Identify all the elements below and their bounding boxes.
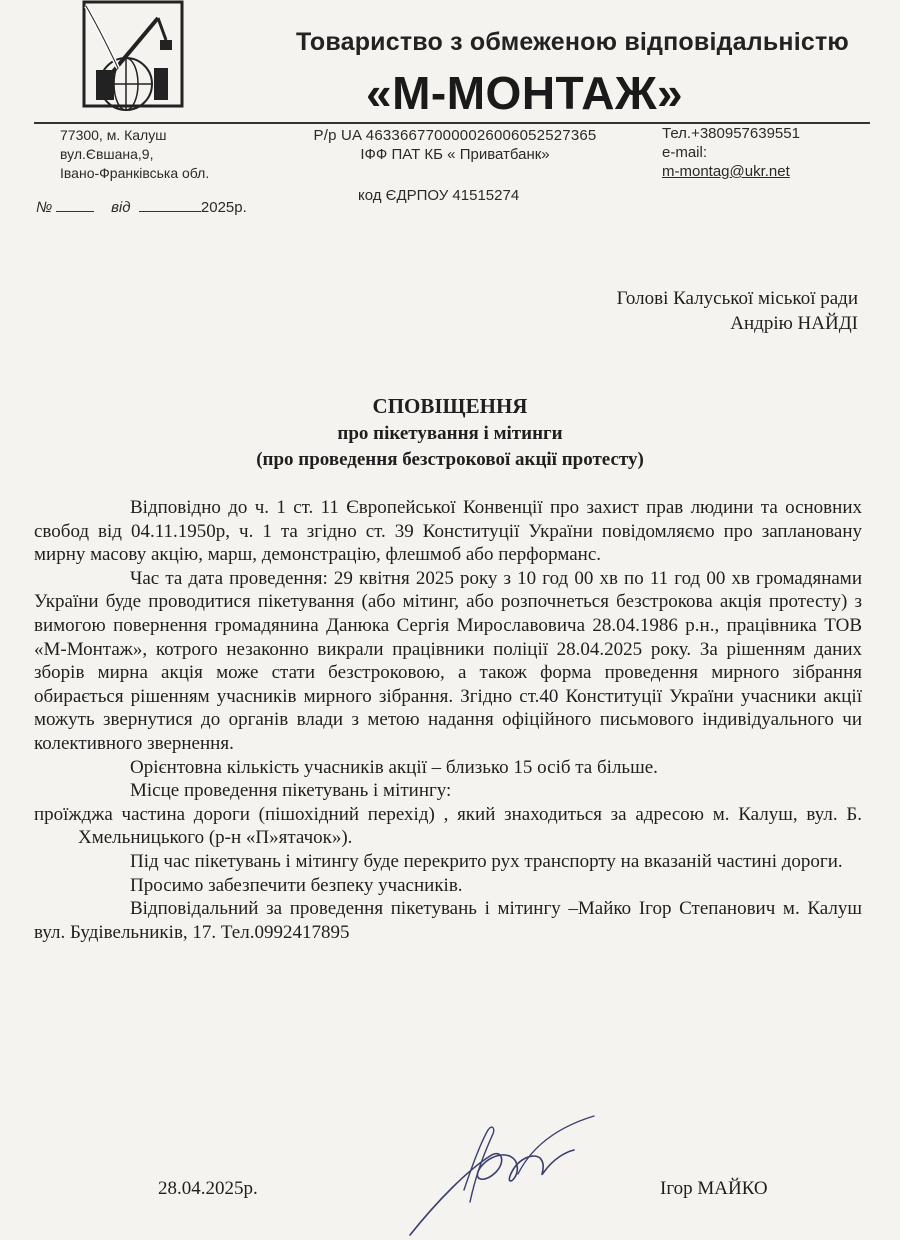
company-type: Товариство з обмеженою відповідальністю — [296, 28, 849, 56]
handwritten-signature — [398, 1110, 608, 1240]
paragraph: Місце проведення пікетувань і мітингу: — [130, 780, 452, 802]
contact-info — [662, 124, 800, 181]
email-label: e-mail: — [662, 144, 708, 161]
email-link[interactable]: m-montag@ukr.net — [662, 163, 790, 180]
edrpou-code: код ЄДРПОУ 41515274 — [358, 187, 520, 204]
date-label: від — [111, 199, 131, 216]
address-line: вул.Євшана,9, — [60, 146, 154, 162]
number-label: № — [36, 199, 53, 216]
company-name: «М-МОНТАЖ» — [366, 67, 684, 119]
reference-line — [36, 198, 247, 217]
bank-name: ІФФ ПАТ КБ « Приватбанк» — [360, 146, 550, 163]
bank-details — [280, 126, 630, 164]
company-logo-icon — [66, 0, 186, 112]
paragraph: Під час пікетувань і мітингу буде перекрито рух транспорту на вказаній частині дороги. — [130, 850, 843, 872]
address-line: Івано-Франківська обл. — [60, 165, 210, 181]
document-title: СПОВІЩЕННЯ — [372, 394, 528, 418]
signer-name: Ігор МАЙКО — [660, 1178, 768, 1199]
phone: Тел.+380957639551 — [662, 125, 800, 142]
paragraph: Відповідно до ч. 1 ст. 11 Європейської Конвенції про захист прав людини та основних свобод від 04.11.1950р, ч. 1 та згідно ст. 39 Конституції України повідомляємо про заплановану мирну масову акцію, марш, демонстрацію, флешмоб або перформанс. — [34, 497, 862, 566]
document-subtitle: (про проведення безстрокової акції протесту) — [256, 449, 644, 470]
letter-body — [34, 496, 862, 944]
address-line: 77300, м. Калуш — [60, 127, 167, 143]
addressee-line: Голові Калуської міської ради — [616, 288, 858, 309]
signature-date: 28.04.2025р. — [158, 1178, 258, 1199]
paragraph: проїжджа частина дороги (пішохідний перехід) , який знаходиться за адресою м. Калуш, вул. Б. Хмельницького (р-н «П»ятачок»). — [34, 803, 862, 849]
paragraph: Час та дата проведення: 29 квітня 2025 року з 10 год 00 хв по 11 год 00 хв громадянами України буде проводитися пікетування (або мітинг, або розпочнеться безстрокова акція протесту) з вимогою повернення громадянина Данюка Сергія Мирославовича 28.04.1986 р.н., працівника ТОВ «М-Монтаж», котрого незаконно викрали працівники поліції 28.04.2025 року. За рішенням даних зборів мирна акція може стати безстроковою, а також форма проведення мирного зібрання обирається рішенням учасників мирного зібрання. Згідно ст.40 Конституції України учасники акції можуть звернутися до органів влади з метою надання офіційного письмового індивідуального чи колективного звернення. — [34, 567, 862, 754]
paragraph: Просимо забезпечити безпеку учасників. — [130, 874, 463, 896]
bank-account: Р/р UA 463366770000026006052527365 — [313, 127, 597, 144]
year-suffix: 2025р. — [200, 199, 247, 216]
paragraph: Відповідальний за проведення пікетувань і мітингу –Майко Ігор Степанович м. Калуш вул. Будівельників, 17. Тел.0992417895 — [34, 898, 862, 943]
number-blank — [56, 199, 94, 212]
addressee — [617, 286, 858, 336]
addressee-line: Андрію НАЙДІ — [730, 313, 858, 334]
date-blank — [139, 199, 201, 212]
company-address — [60, 126, 209, 183]
document-subtitle: про пікетування і мітинги — [337, 423, 563, 444]
paragraph: Орієнтовна кількість учасників акції – близько 15 осіб та більше. — [130, 756, 658, 778]
